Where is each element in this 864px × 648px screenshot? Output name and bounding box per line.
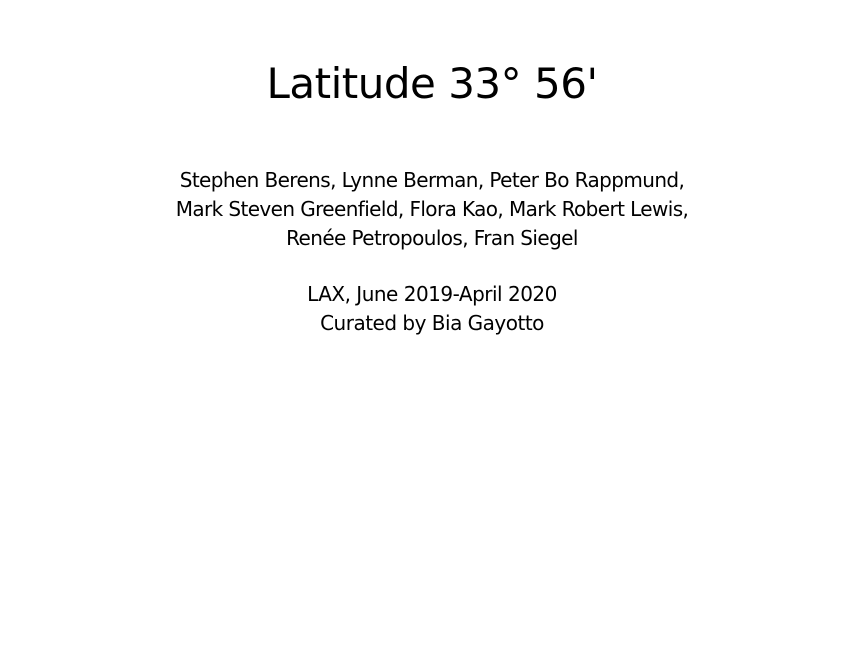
curator-credit: Curated by Bia Gayotto [320,311,544,335]
artist-line-2: Mark Steven Greenfield, Flora Kao, Mark Robert Lewis, [175,197,689,221]
artist-list [0,166,864,253]
slide-title: Latitude 33° 56' [266,59,598,108]
venue-dates: LAX, June 2019-April 2020 [307,282,557,306]
artist-line-3: Renée Petropoulos, Fran Siegel [286,226,578,250]
exhibition-details [0,280,864,338]
artist-line-1: Stephen Berens, Lynne Berman, Peter Bo Rappmund, [179,168,685,192]
